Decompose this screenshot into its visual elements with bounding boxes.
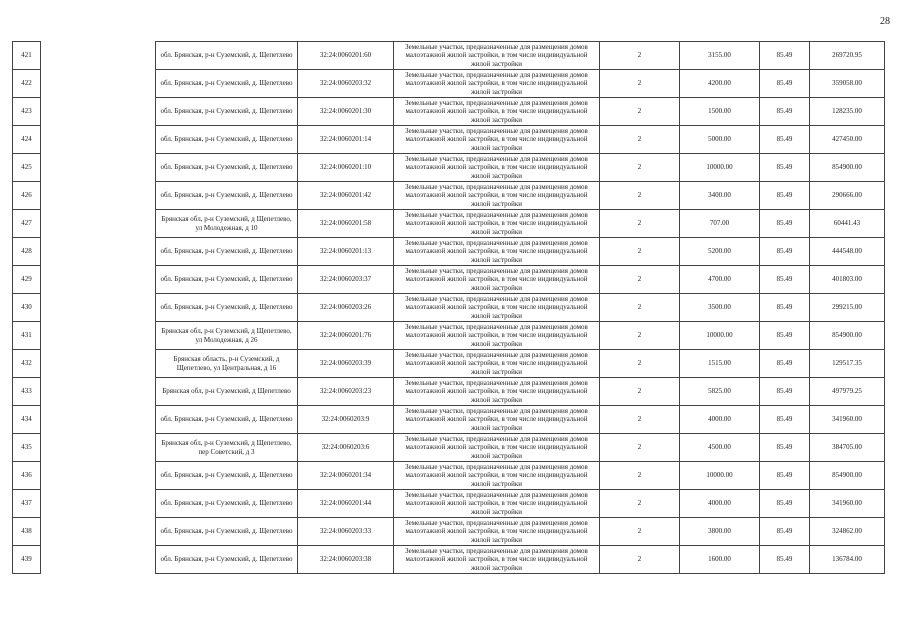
address-cell: Брянская обл, р-н Суземский, д Щепетлево, пер Советский, д 3 xyxy=(156,434,298,462)
rate-cell: 85.49 xyxy=(760,518,810,546)
spacer-cell xyxy=(41,126,156,154)
rate-cell: 85.49 xyxy=(760,42,810,70)
cadastral-number-cell: 32:24:0060201:10 xyxy=(298,154,394,182)
row-number: 426 xyxy=(13,182,41,210)
cadastral-number-cell: 32:24:0060201:58 xyxy=(298,210,394,238)
rate-cell: 85.49 xyxy=(760,378,810,406)
table-row xyxy=(13,98,885,126)
address-cell: обл. Брянская, р-н Суземский, д. Щепетлево xyxy=(156,490,298,518)
row-number: 425 xyxy=(13,154,41,182)
address-cell: обл. Брянская, р-н Суземский, д. Щепетлево xyxy=(156,518,298,546)
row-number: 434 xyxy=(13,406,41,434)
land-use-cell: Земельные участки, предназначенные для размещения домов малоэтажной жилой застройки, в том числе индивидуальной жилой застройки xyxy=(394,294,600,322)
rate-cell: 85.49 xyxy=(760,126,810,154)
address-cell: Брянская обл, р-н Суземский, д Щепетлево, ул Молодежная, д 10 xyxy=(156,210,298,238)
address-cell: обл. Брянская, р-н Суземский, д. Щепетлево xyxy=(156,546,298,574)
area-cell: 3800.00 xyxy=(680,518,760,546)
cadastral-value-cell: 129517.35 xyxy=(810,350,885,378)
area-cell: 5825.00 xyxy=(680,378,760,406)
table-row xyxy=(13,406,885,434)
area-cell: 3400.00 xyxy=(680,182,760,210)
spacer-cell xyxy=(41,378,156,406)
row-number: 438 xyxy=(13,518,41,546)
area-cell: 4500.00 xyxy=(680,434,760,462)
address-cell: обл. Брянская, р-н Суземский, д. Щепетлево xyxy=(156,154,298,182)
table-row xyxy=(13,266,885,294)
spacer-cell xyxy=(41,210,156,238)
cadastral-value-cell: 136784.00 xyxy=(810,546,885,574)
register-body xyxy=(13,42,885,574)
row-number: 435 xyxy=(13,434,41,462)
area-cell: 1600.00 xyxy=(680,546,760,574)
cadastral-number-cell: 32:24:0060203:33 xyxy=(298,518,394,546)
table-row xyxy=(13,238,885,266)
group-cell: 2 xyxy=(600,98,680,126)
address-cell: Брянская обл, р-н Суземский, д Щепетлево, ул Молодежная, д 26 xyxy=(156,322,298,350)
group-cell: 2 xyxy=(600,546,680,574)
cadastral-number-cell: 32:24:0060203:26 xyxy=(298,294,394,322)
area-cell: 3155.00 xyxy=(680,42,760,70)
address-cell: обл. Брянская, р-н Суземский, д. Щепетлево xyxy=(156,462,298,490)
spacer-cell xyxy=(41,42,156,70)
rate-cell: 85.49 xyxy=(760,266,810,294)
cadastral-number-cell: 32:24:0060201:76 xyxy=(298,322,394,350)
table-row xyxy=(13,182,885,210)
cadastral-number-cell: 32:24:0060203:37 xyxy=(298,266,394,294)
rate-cell: 85.49 xyxy=(760,182,810,210)
table-row xyxy=(13,378,885,406)
land-use-cell: Земельные участки, предназначенные для размещения домов малоэтажной жилой застройки, в том числе индивидуальной жилой застройки xyxy=(394,42,600,70)
rate-cell: 85.49 xyxy=(760,322,810,350)
spacer-cell xyxy=(41,350,156,378)
land-register-table xyxy=(12,41,885,574)
land-use-cell: Земельные участки, предназначенные для размещения домов малоэтажной жилой застройки, в том числе индивидуальной жилой застройки xyxy=(394,238,600,266)
cadastral-number-cell: 32:24:0060203:38 xyxy=(298,546,394,574)
area-cell: 3500.00 xyxy=(680,294,760,322)
cadastral-value-cell: 324862.00 xyxy=(810,518,885,546)
land-use-cell: Земельные участки, предназначенные для размещения домов малоэтажной жилой застройки, в том числе индивидуальной жилой застройки xyxy=(394,154,600,182)
address-cell: Брянская область, р-н Суземский, д Щепетлево, ул Центральная, д 16 xyxy=(156,350,298,378)
land-use-cell: Земельные участки, предназначенные для размещения домов малоэтажной жилой застройки, в том числе индивидуальной жилой застройки xyxy=(394,70,600,98)
rate-cell: 85.49 xyxy=(760,406,810,434)
land-use-cell: Земельные участки, предназначенные для размещения домов малоэтажной жилой застройки, в том числе индивидуальной жилой застройки xyxy=(394,182,600,210)
cadastral-number-cell: 32:24:0060203:32 xyxy=(298,70,394,98)
row-number: 421 xyxy=(13,42,41,70)
table-row xyxy=(13,322,885,350)
group-cell: 2 xyxy=(600,42,680,70)
spacer-cell xyxy=(41,182,156,210)
spacer-cell xyxy=(41,154,156,182)
table-row xyxy=(13,434,885,462)
area-cell: 5000.00 xyxy=(680,126,760,154)
cadastral-number-cell: 32:24:0060201:34 xyxy=(298,462,394,490)
row-number: 430 xyxy=(13,294,41,322)
land-use-cell: Земельные участки, предназначенные для размещения домов малоэтажной жилой застройки, в том числе индивидуальной жилой застройки xyxy=(394,210,600,238)
row-number: 433 xyxy=(13,378,41,406)
row-number: 422 xyxy=(13,70,41,98)
cadastral-value-cell: 854900.00 xyxy=(810,154,885,182)
group-cell: 2 xyxy=(600,294,680,322)
address-cell: обл. Брянская, р-н Суземский, д. Щепетлево xyxy=(156,406,298,434)
row-number: 431 xyxy=(13,322,41,350)
land-use-cell: Земельные участки, предназначенные для размещения домов малоэтажной жилой застройки, в том числе индивидуальной жилой застройки xyxy=(394,350,600,378)
cadastral-value-cell: 341960.00 xyxy=(810,490,885,518)
cadastral-value-cell: 497979.25 xyxy=(810,378,885,406)
row-number: 439 xyxy=(13,546,41,574)
group-cell: 2 xyxy=(600,434,680,462)
row-number: 436 xyxy=(13,462,41,490)
row-number: 437 xyxy=(13,490,41,518)
area-cell: 4200.00 xyxy=(680,70,760,98)
land-use-cell: Земельные участки, предназначенные для размещения домов малоэтажной жилой застройки, в том числе индивидуальной жилой застройки xyxy=(394,434,600,462)
spacer-cell xyxy=(41,322,156,350)
row-number: 429 xyxy=(13,266,41,294)
cadastral-value-cell: 854900.00 xyxy=(810,322,885,350)
area-cell: 4000.00 xyxy=(680,406,760,434)
land-use-cell: Земельные участки, предназначенные для размещения домов малоэтажной жилой застройки, в том числе индивидуальной жилой застройки xyxy=(394,546,600,574)
area-cell: 4700.00 xyxy=(680,266,760,294)
group-cell: 2 xyxy=(600,462,680,490)
spacer-cell xyxy=(41,434,156,462)
address-cell: Брянская обл, р-н Суземский, д Щепетлево xyxy=(156,378,298,406)
row-number: 427 xyxy=(13,210,41,238)
address-cell: обл. Брянская, р-н Суземский, д. Щепетлево xyxy=(156,266,298,294)
table-row xyxy=(13,518,885,546)
table-row xyxy=(13,154,885,182)
cadastral-number-cell: 32:24:0060201:44 xyxy=(298,490,394,518)
table-row xyxy=(13,70,885,98)
land-use-cell: Земельные участки, предназначенные для размещения домов малоэтажной жилой застройки, в том числе индивидуальной жилой застройки xyxy=(394,322,600,350)
cadastral-number-cell: 32:24:0060201:42 xyxy=(298,182,394,210)
rate-cell: 85.49 xyxy=(760,154,810,182)
spacer-cell xyxy=(41,406,156,434)
area-cell: 10000.00 xyxy=(680,322,760,350)
cadastral-value-cell: 128235.00 xyxy=(810,98,885,126)
cadastral-number-cell: 32:24:0060203:23 xyxy=(298,378,394,406)
cadastral-value-cell: 269720.95 xyxy=(810,42,885,70)
land-use-cell: Земельные участки, предназначенные для размещения домов малоэтажной жилой застройки, в том числе индивидуальной жилой застройки xyxy=(394,462,600,490)
cadastral-value-cell: 427450.00 xyxy=(810,126,885,154)
cadastral-value-cell: 60441.43 xyxy=(810,210,885,238)
rate-cell: 85.49 xyxy=(760,294,810,322)
group-cell: 2 xyxy=(600,70,680,98)
table-row xyxy=(13,462,885,490)
address-cell: обл. Брянская, р-н Суземский, д. Щепетлево xyxy=(156,126,298,154)
address-cell: обл. Брянская, р-н Суземский, д. Щепетлево xyxy=(156,70,298,98)
rate-cell: 85.49 xyxy=(760,238,810,266)
table-row xyxy=(13,490,885,518)
spacer-cell xyxy=(41,70,156,98)
cadastral-value-cell: 444548.00 xyxy=(810,238,885,266)
group-cell: 2 xyxy=(600,238,680,266)
cadastral-number-cell: 32:24:0060201:60 xyxy=(298,42,394,70)
land-use-cell: Земельные участки, предназначенные для размещения домов малоэтажной жилой застройки, в том числе индивидуальной жилой застройки xyxy=(394,378,600,406)
cadastral-value-cell: 854900.00 xyxy=(810,462,885,490)
spacer-cell xyxy=(41,294,156,322)
address-cell: обл. Брянская, р-н Суземский, д. Щепетлево xyxy=(156,238,298,266)
rate-cell: 85.49 xyxy=(760,546,810,574)
spacer-cell xyxy=(41,238,156,266)
address-cell: обл. Брянская, р-н Суземский, д. Щепетлево xyxy=(156,182,298,210)
cadastral-number-cell: 32:24:0060201:13 xyxy=(298,238,394,266)
page-number: 28 xyxy=(880,16,890,27)
land-use-cell: Земельные участки, предназначенные для размещения домов малоэтажной жилой застройки, в том числе индивидуальной жилой застройки xyxy=(394,490,600,518)
table-row xyxy=(13,210,885,238)
address-cell: обл. Брянская, р-н Суземский, д. Щепетлево xyxy=(156,294,298,322)
address-cell: обл. Брянская, р-н Суземский, д. Щепетлево xyxy=(156,98,298,126)
cadastral-value-cell: 401803.00 xyxy=(810,266,885,294)
spacer-cell xyxy=(41,490,156,518)
cadastral-value-cell: 290666.00 xyxy=(810,182,885,210)
row-number: 428 xyxy=(13,238,41,266)
group-cell: 2 xyxy=(600,406,680,434)
table-row xyxy=(13,294,885,322)
rate-cell: 85.49 xyxy=(760,210,810,238)
group-cell: 2 xyxy=(600,154,680,182)
area-cell: 10000.00 xyxy=(680,462,760,490)
spacer-cell xyxy=(41,546,156,574)
address-cell: обл. Брянская, р-н Суземский, д. Щепетлево xyxy=(156,42,298,70)
land-use-cell: Земельные участки, предназначенные для размещения домов малоэтажной жилой застройки, в том числе индивидуальной жилой застройки xyxy=(394,406,600,434)
table-row xyxy=(13,126,885,154)
cadastral-number-cell: 32:24:0060203:6 xyxy=(298,434,394,462)
group-cell: 2 xyxy=(600,210,680,238)
area-cell: 5200.00 xyxy=(680,238,760,266)
cadastral-number-cell: 32:24:0060201:30 xyxy=(298,98,394,126)
land-use-cell: Земельные участки, предназначенные для размещения домов малоэтажной жилой застройки, в том числе индивидуальной жилой застройки xyxy=(394,98,600,126)
cadastral-value-cell: 384705.00 xyxy=(810,434,885,462)
cadastral-value-cell: 299215.00 xyxy=(810,294,885,322)
rate-cell: 85.49 xyxy=(760,350,810,378)
spacer-cell xyxy=(41,98,156,126)
row-number: 432 xyxy=(13,350,41,378)
group-cell: 2 xyxy=(600,126,680,154)
area-cell: 1500.00 xyxy=(680,98,760,126)
rate-cell: 85.49 xyxy=(760,70,810,98)
row-number: 424 xyxy=(13,126,41,154)
group-cell: 2 xyxy=(600,518,680,546)
area-cell: 707.00 xyxy=(680,210,760,238)
rate-cell: 85.49 xyxy=(760,462,810,490)
land-use-cell: Земельные участки, предназначенные для размещения домов малоэтажной жилой застройки, в том числе индивидуальной жилой застройки xyxy=(394,518,600,546)
group-cell: 2 xyxy=(600,322,680,350)
spacer-cell xyxy=(41,518,156,546)
rate-cell: 85.49 xyxy=(760,98,810,126)
table-row xyxy=(13,350,885,378)
rate-cell: 85.49 xyxy=(760,434,810,462)
cadastral-value-cell: 359058.00 xyxy=(810,70,885,98)
spacer-cell xyxy=(41,462,156,490)
spacer-cell xyxy=(41,266,156,294)
land-use-cell: Земельные участки, предназначенные для размещения домов малоэтажной жилой застройки, в том числе индивидуальной жилой застройки xyxy=(394,266,600,294)
table-row xyxy=(13,546,885,574)
cadastral-number-cell: 32:24:0060201:14 xyxy=(298,126,394,154)
area-cell: 4000.00 xyxy=(680,490,760,518)
group-cell: 2 xyxy=(600,378,680,406)
group-cell: 2 xyxy=(600,350,680,378)
area-cell: 10000.00 xyxy=(680,154,760,182)
group-cell: 2 xyxy=(600,490,680,518)
cadastral-number-cell: 32:24:0060203:39 xyxy=(298,350,394,378)
group-cell: 2 xyxy=(600,182,680,210)
cadastral-number-cell: 32:24:0060203:9 xyxy=(298,406,394,434)
area-cell: 1515.00 xyxy=(680,350,760,378)
table-row xyxy=(13,42,885,70)
row-number: 423 xyxy=(13,98,41,126)
cadastral-value-cell: 341960.00 xyxy=(810,406,885,434)
land-use-cell: Земельные участки, предназначенные для размещения домов малоэтажной жилой застройки, в том числе индивидуальной жилой застройки xyxy=(394,126,600,154)
group-cell: 2 xyxy=(600,266,680,294)
rate-cell: 85.49 xyxy=(760,490,810,518)
